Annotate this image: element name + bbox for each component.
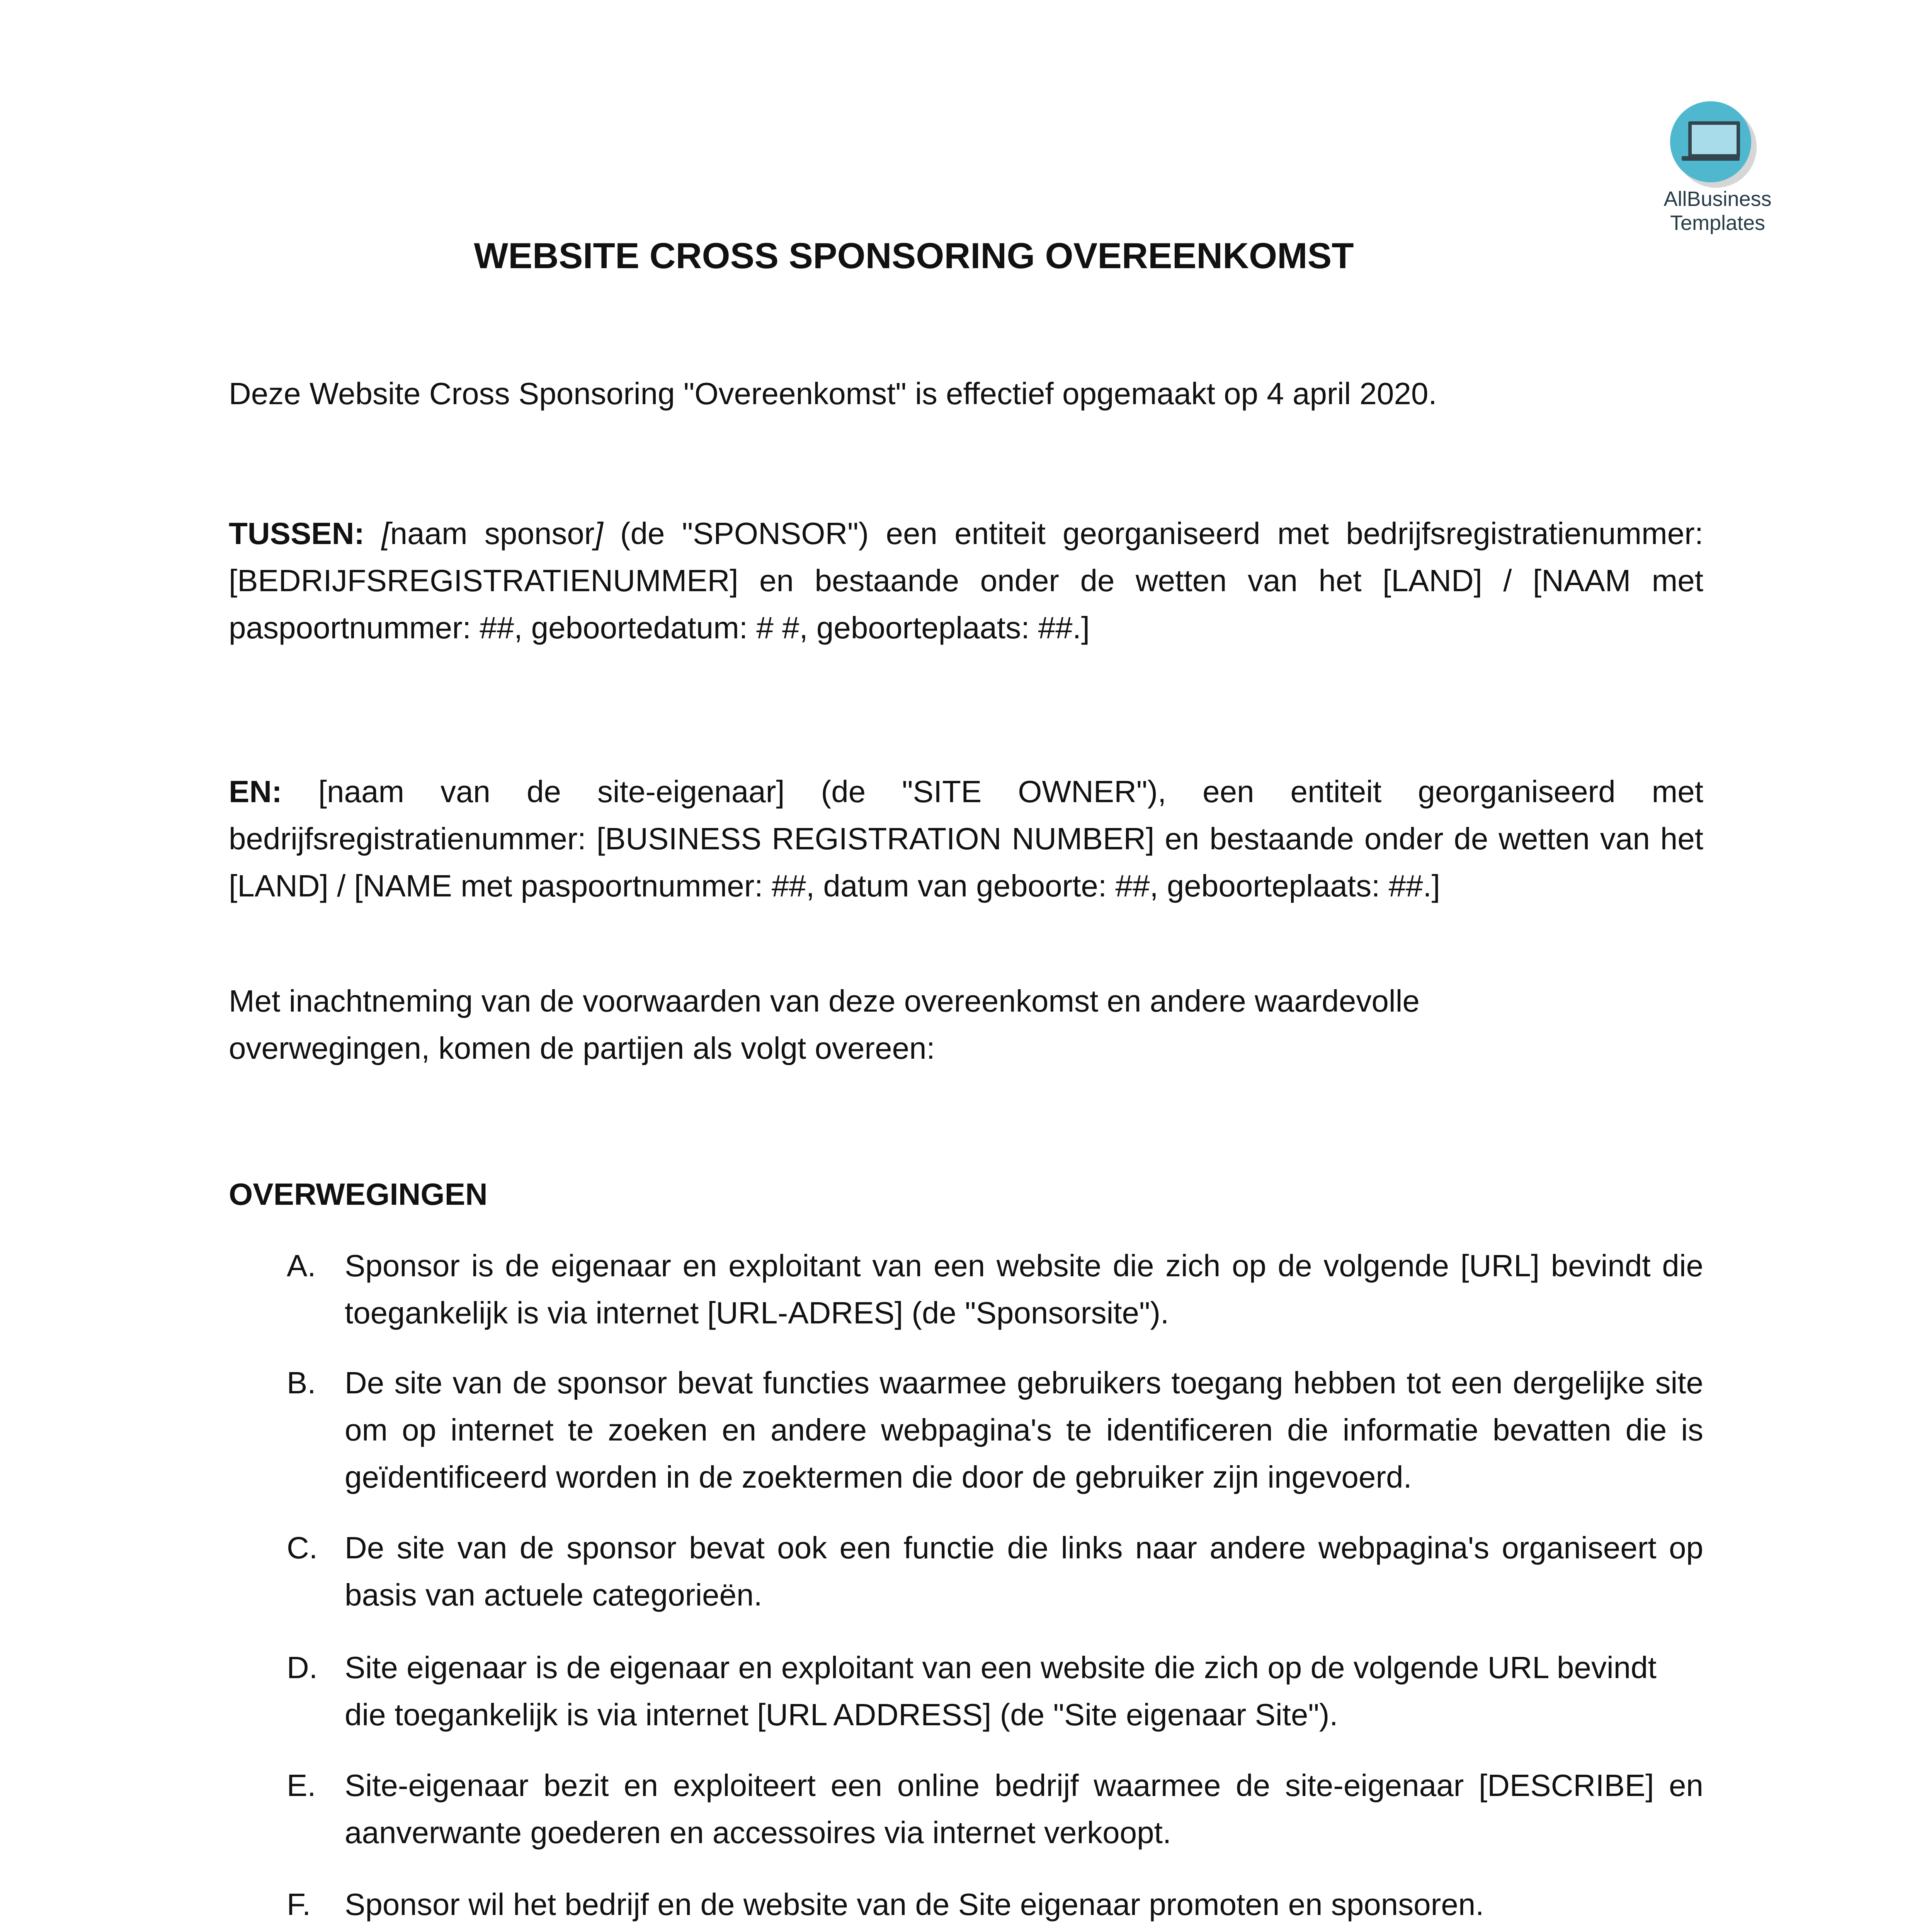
party-site-owner-paragraph: EN: [naam van de site-eigenaar] (de "SITE OWNER"), een entiteit georganiseerd met bedrijfsregistratienummer: [BUSINESS REGISTRATION NUMBER] en bestaande onder de wetten van het [LAND] / [NAME met paspoortnummer: ##, datum van geboorte: ##, geboorteplaats: ##.] — [229, 774, 1703, 903]
allbusiness-templates-logo — [1644, 101, 1799, 240]
consideration-paragraph: Met inachtneming van de voorwaarden van deze overeenkomst en andere waardevolle overwegingen, komen de partijen als volgt overeen: — [229, 984, 1420, 1065]
recital-item: E. Site-eigenaar bezit en exploiteert een online bedrijf waarmee de site-eigenaar [DESCRIBE] en aanverwante goederen en accessoires via internet verkoopt. — [287, 1768, 1703, 1850]
recital-item: F. Sponsor wil het bedrijf en de website van de Site eigenaar promoten en sponsoren. — [287, 1887, 1484, 1922]
recital-item: C. De site van de sponsor bevat ook een functie die links naar andere webpagina's organiseert op basis van actuele categorieën. — [287, 1531, 1703, 1612]
recital-item: B. De site van de sponsor bevat functies waarmee gebruikers toegang hebben tot een dergelijke site om op internet te zoeken en andere webpagina's te identificeren die informatie bevatten die is geïdentificeerd worden in de zoektermen die door de gebruiker zijn ingevoerd. — [287, 1366, 1703, 1494]
recital-item: D. Site eigenaar is de eigenaar en exploitant van een website die zich op de volgende URL bevindt die toegankelijk is via internet [URL ADDRESS] (de "Site eigenaar Site"). — [287, 1650, 1657, 1732]
laptop-icon — [1670, 101, 1751, 182]
party-label: TUSSEN: — [229, 516, 365, 551]
intro-paragraph: Deze Website Cross Sponsoring "Overeenkomst" is effectief opgemaakt op 4 april 2020. — [229, 376, 1437, 411]
party-label: EN: — [229, 774, 282, 809]
recitals-heading: OVERWEGINGEN — [229, 1177, 488, 1211]
document-title: WEBSITE CROSS SPONSORING OVEREENKOMST — [474, 235, 1354, 276]
recital-item: A. Sponsor is de eigenaar en exploitant van een website die zich op de volgende [URL] bevindt die toegankelijk is via internet [URL-ADRES] (de "Sponsorsite"). — [287, 1248, 1703, 1330]
logo-text: AllBusiness Templates — [1664, 187, 1772, 235]
party-sponsor-paragraph: TUSSEN: [naam sponsor] (de "SPONSOR") een entiteit georganiseerd met bedrijfsregistratienummer: [BEDRIJFSREGISTRATIENUMMER] en bestaande onder de wetten van het [LAND] / [NAAM met paspoortnummer: ##, geboortedatum: # #, geboorteplaats: ##.] — [229, 516, 1704, 645]
